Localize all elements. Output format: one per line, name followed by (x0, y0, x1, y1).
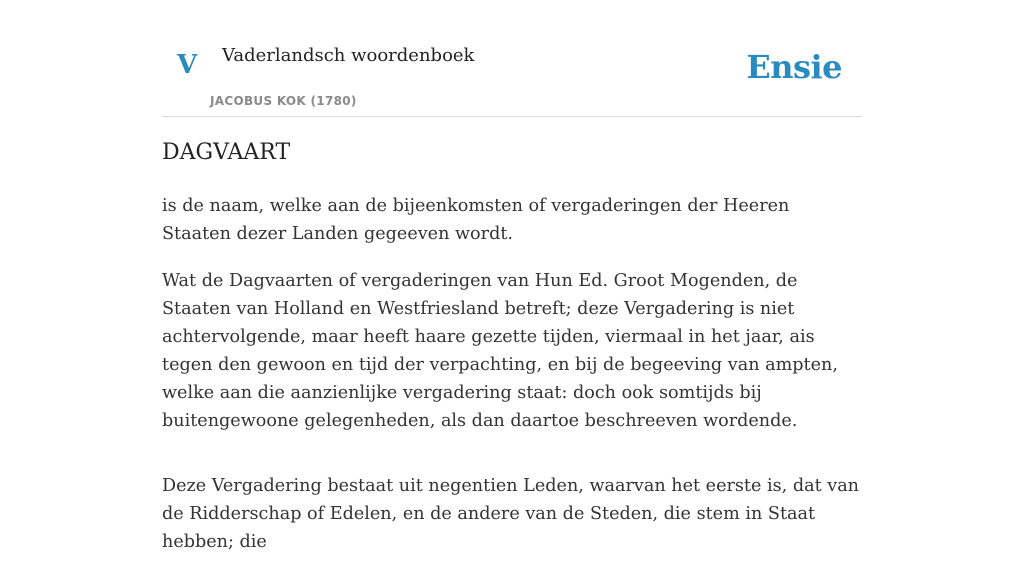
book-title[interactable]: Vaderlandsch woordenboek (222, 45, 475, 66)
entry-paragraph: is de naam, welke aan de bijeenkomsten of vergaderingen der Heeren Staaten dezer Landen gegeeven wordt. (162, 196, 790, 244)
ensie-logo[interactable]: Ensie (746, 48, 842, 86)
entry-paragraph: Wat de Dagvaarten of vergaderingen van Hun Ed. Groot Mogenden, de Staaten van Holland en Westfriesland betreft; deze Vergadering is niet achtervolgende, maar heeft haare gezette tijden, viermaal in het jaar, ais tegen den gewoon en tijd der verpachting, en bij de begeeving van ampten, welke aan die aanzienlijke vergadering staat: doch ook somtijds bij buitengewoone gelegenheden, als dan daartoe beschreeven wordende. (162, 271, 838, 431)
book-letter-badge[interactable]: V (177, 50, 198, 80)
book-author: JACOBUS KOK (1780) (210, 94, 357, 108)
entry-paragraph: Deze Vergadering bestaat uit negentien Leden, waarvan het eerste is, dat van de Ridderschap of Edelen, en de andere van de Steden, die stem in Staat hebben; die (162, 476, 860, 552)
entry-headword: DAGVAART (162, 140, 291, 165)
book-header (162, 0, 862, 117)
entry-body (162, 192, 862, 575)
